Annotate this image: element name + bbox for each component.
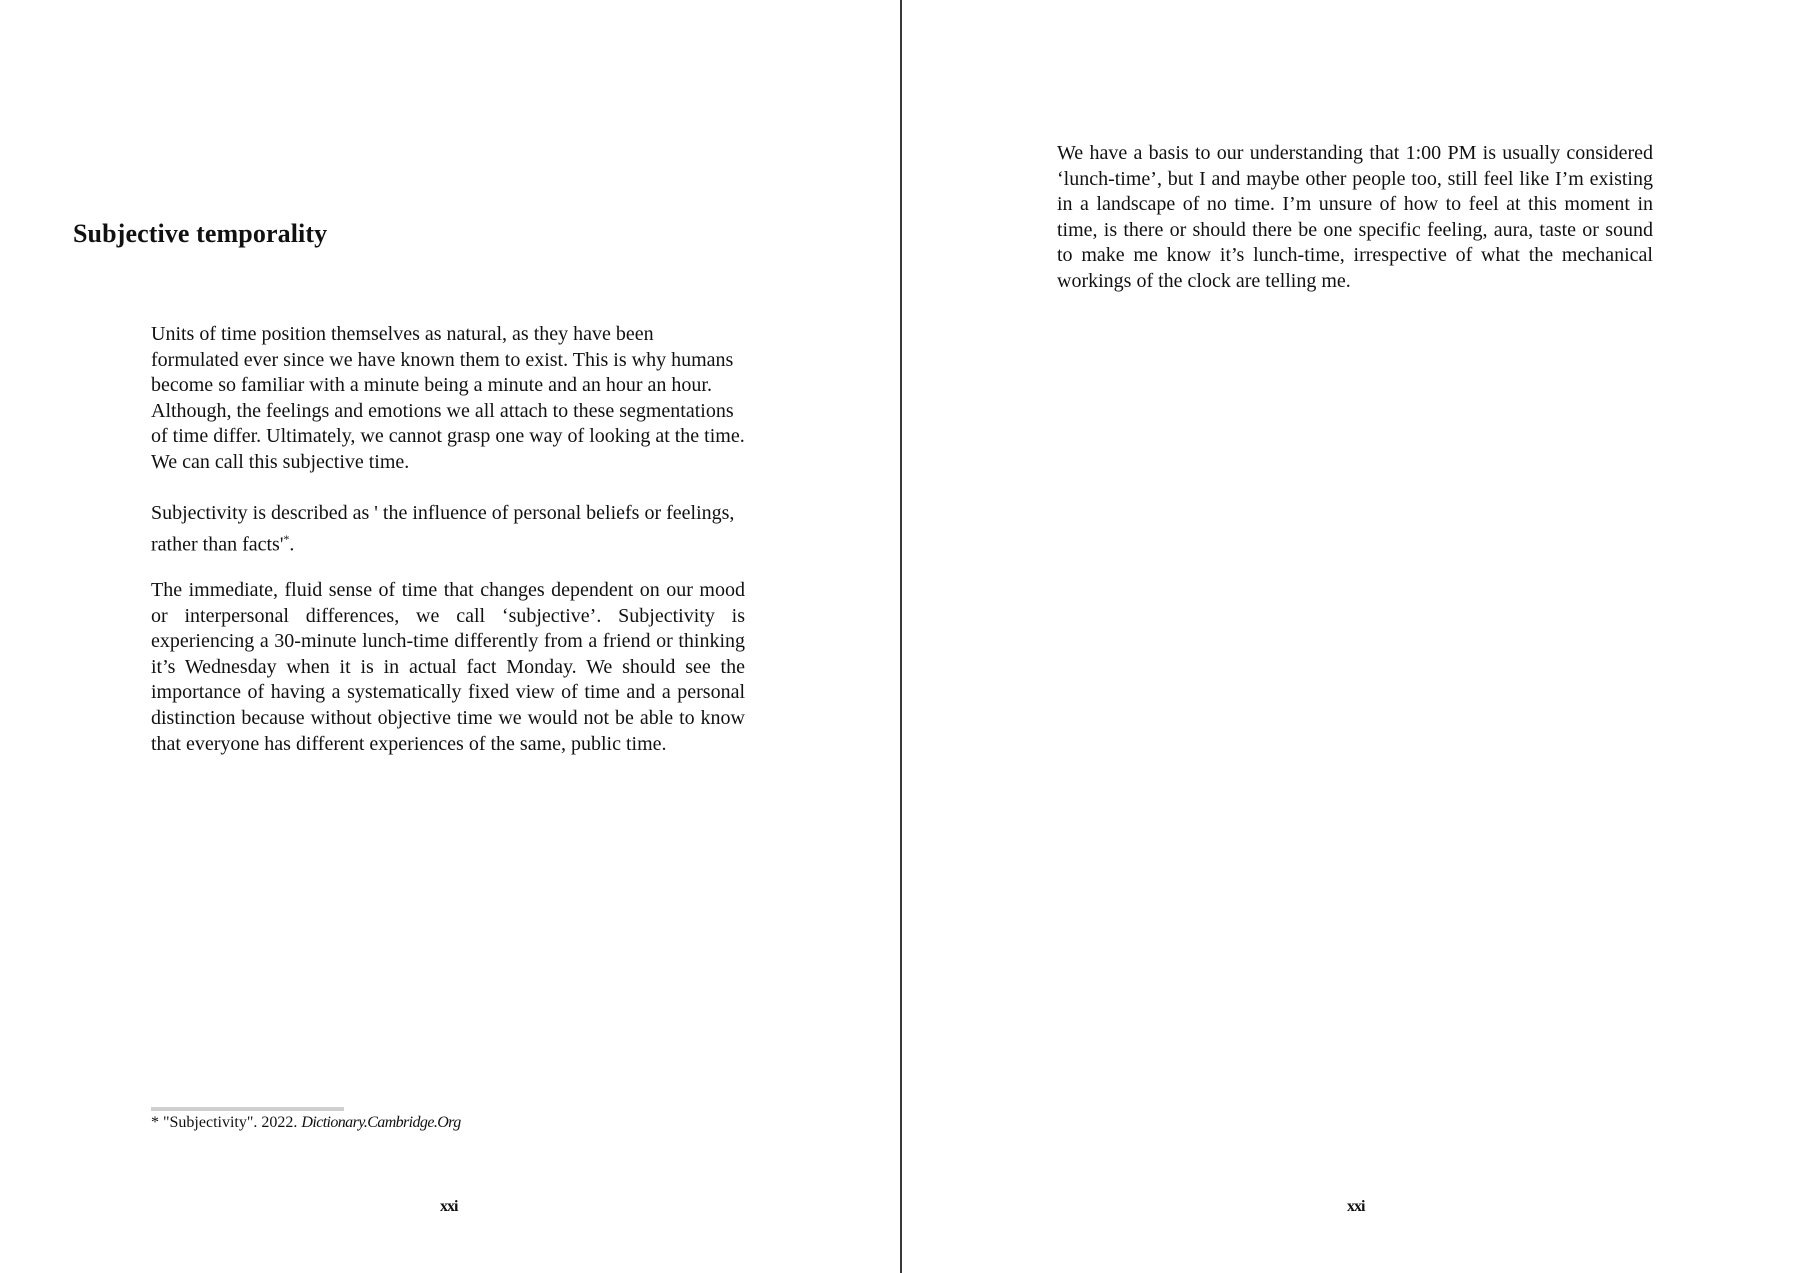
right-page bbox=[903, 0, 1800, 1273]
page-gutter-divider bbox=[900, 0, 902, 1273]
paragraph-subjectivity-definition bbox=[151, 501, 745, 558]
paragraph-lunch-time: We have a basis to our understanding that 1:00 PM is usually considered ‘lunch-time’, but I and maybe other people too, still feel like I’m existing in a landscape of no time. I’m unsure of how to feel at this moment in time, is there or should there be one specific feeling, aura, taste or sound to make me know it’s lunch-time, irrespective of what the mechanical workings of the clock are telling me. bbox=[1057, 142, 1653, 292]
paragraph-units-of-time: Units of time position themselves as natural, as they have been formulated ever since we have known them to exist. This is why humans become so familiar with a minute being a minute and an hour an hour. Although, the feelings and emotions we all attach to these segmentations of time differ. Ultimately, we cannot grasp one way of looking at the time. We can call this subjective time. bbox=[151, 323, 745, 473]
footnote-marker: * bbox=[283, 531, 290, 546]
footnote-divider bbox=[151, 1107, 344, 1111]
footnote bbox=[151, 1114, 461, 1132]
footnote-source: Dictionary.Cambridge.Org bbox=[301, 1114, 461, 1131]
page-number-left: xxi bbox=[440, 1198, 458, 1215]
footnote-text: * "Subjectivity". 2022. bbox=[151, 1114, 302, 1131]
paragraph-fluid-sense-of-time: The immediate, fluid sense of time that changes dependent on our mood or interpersonal differences, we call ‘subjective’. Subjectivity is experiencing a 30-minute lunch-time differently from a friend or thinking it’s Wednesday when it is in actual fact Monday. We should see the importance of having a systematically fixed view of time and a personal distinction because without objective time we would not be able to know that everyone has different experiences of the same, public time. bbox=[151, 579, 745, 755]
paragraph-subjectivity-text: Subjectivity is described as ' the influence of personal beliefs or feelings, rather than facts' bbox=[151, 502, 735, 556]
section-heading: Subjective temporality bbox=[73, 219, 328, 248]
page-number-right: xxi bbox=[1347, 1198, 1365, 1215]
paragraph-end-punctuation: . bbox=[289, 533, 295, 556]
